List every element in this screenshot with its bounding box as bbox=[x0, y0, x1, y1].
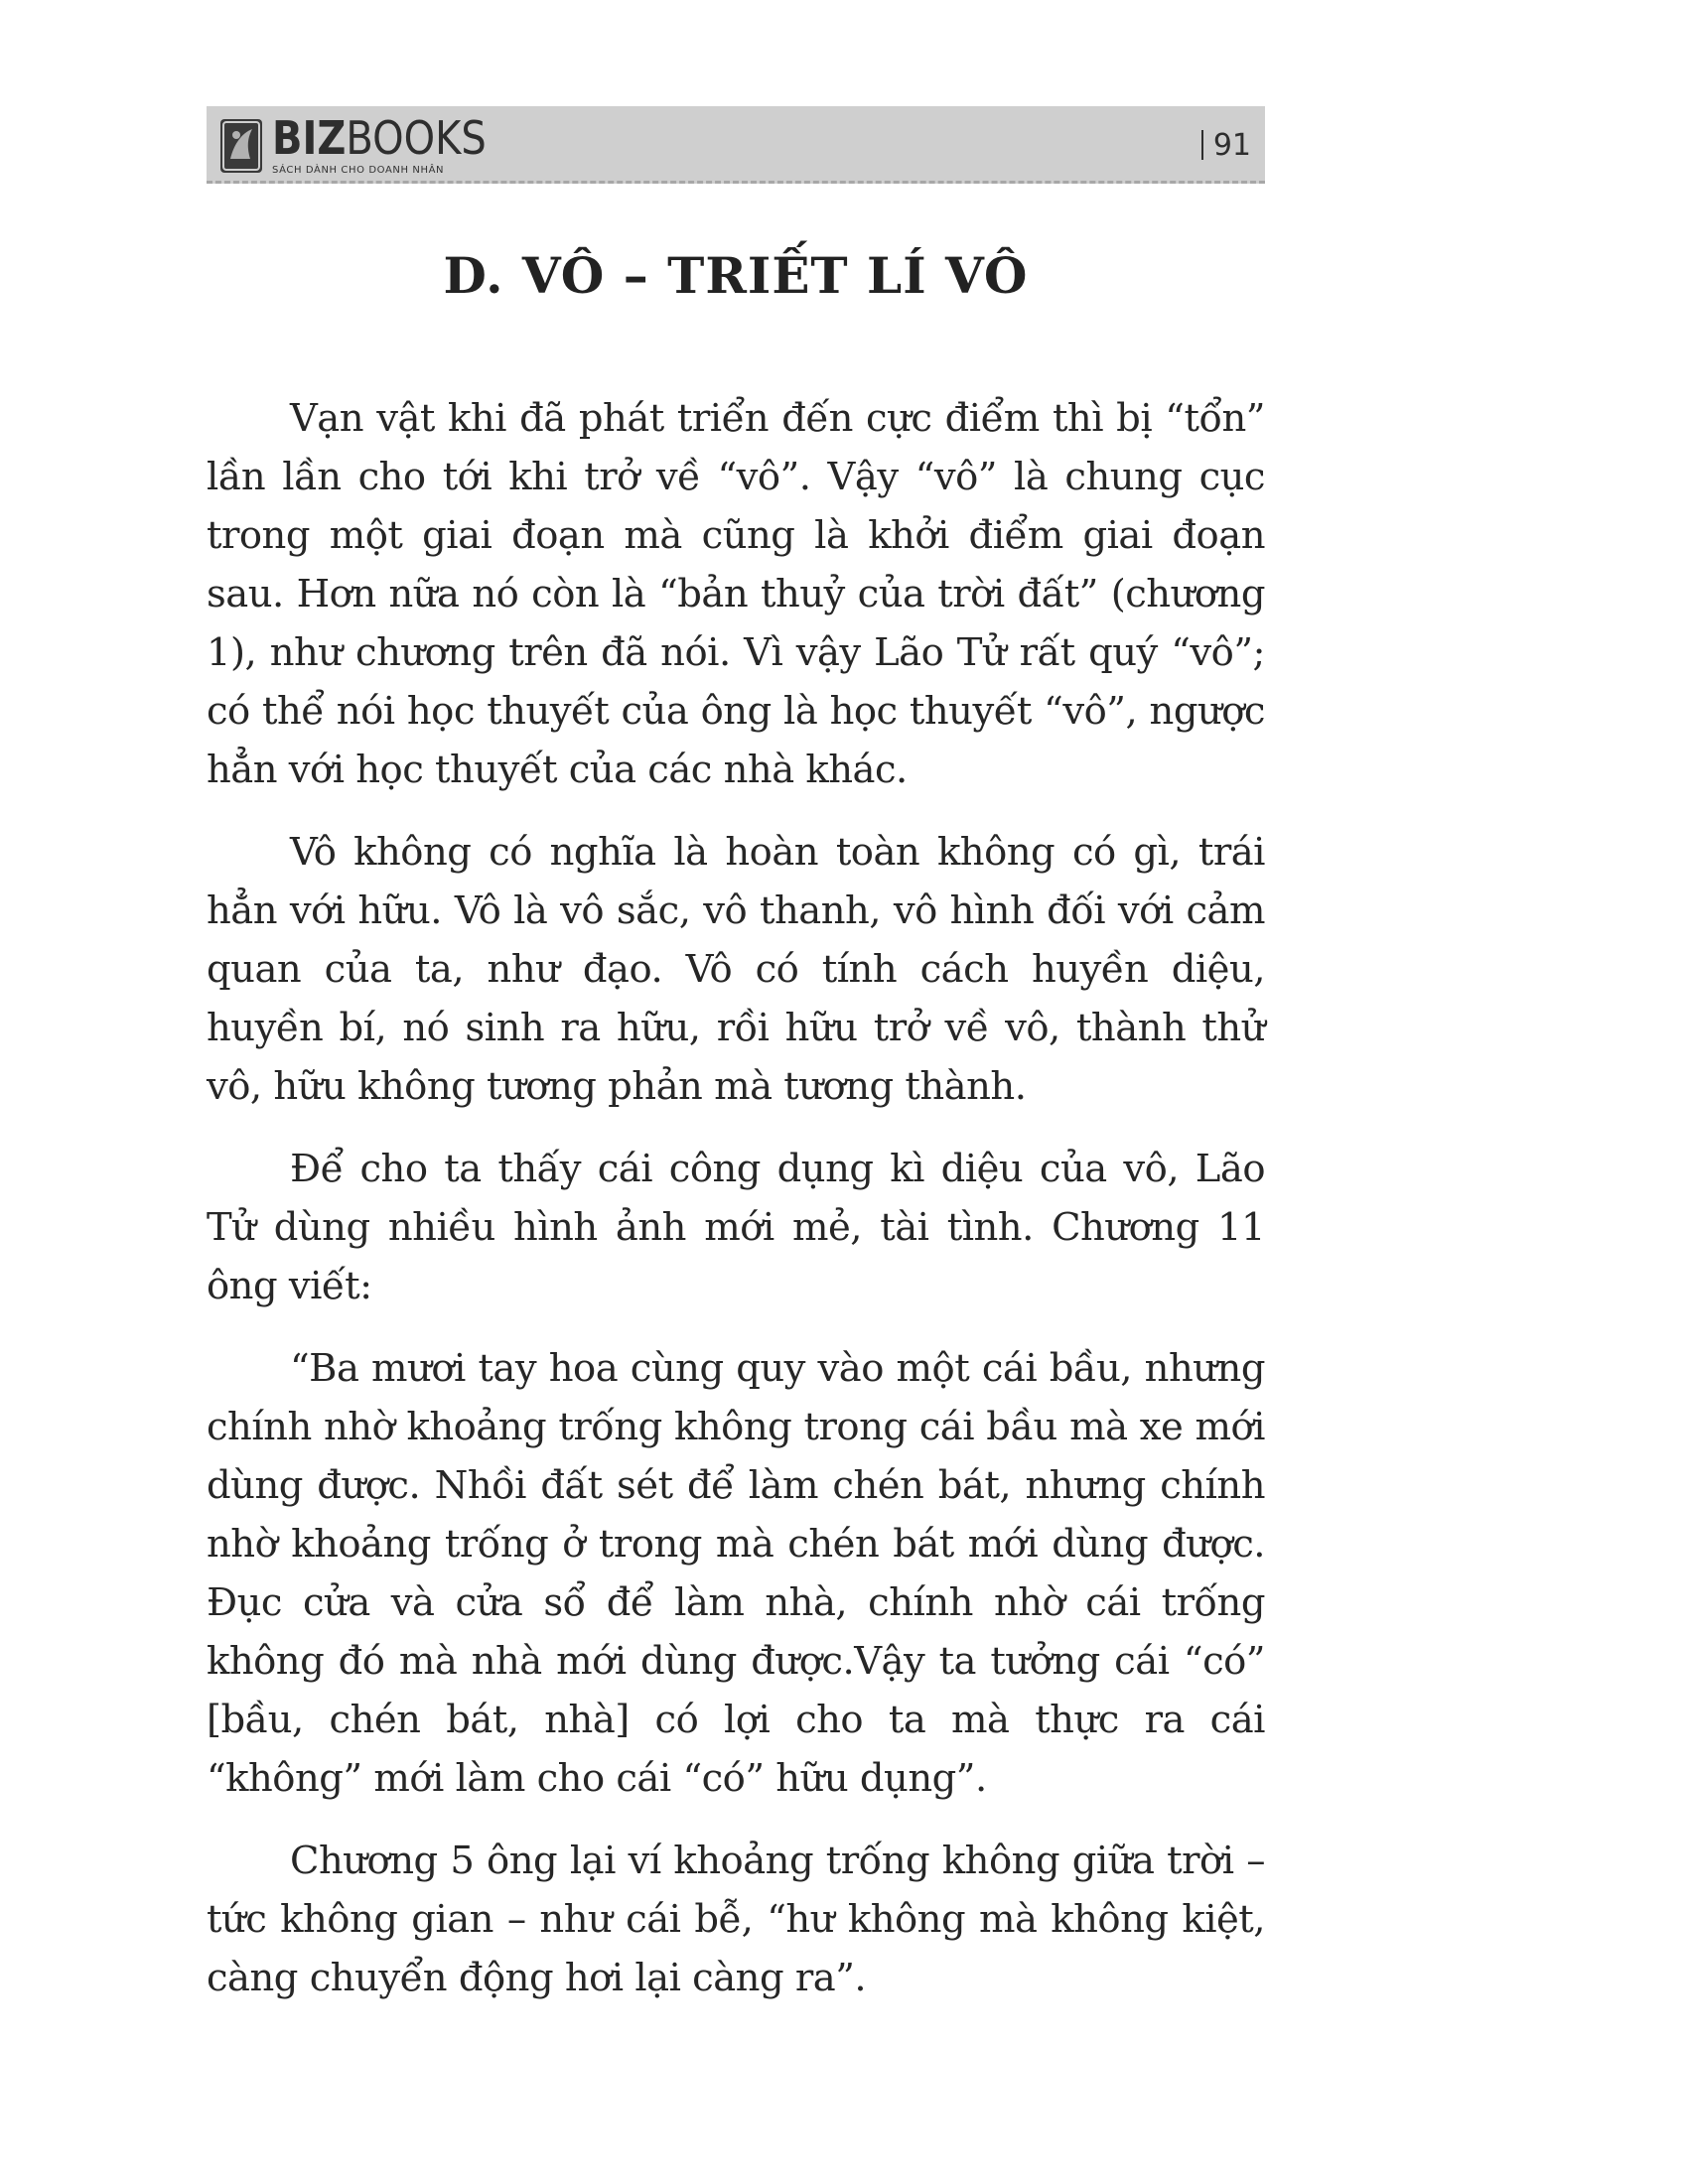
page-header bbox=[207, 106, 1265, 184]
page-number-value: 91 bbox=[1212, 128, 1251, 163]
brand-tagline: SÁCH DÀNH CHO DOANH NHÂN bbox=[272, 165, 445, 176]
paragraph: Vạn vật khi đã phát triển đến cực điểm thì bị “tổn” lần lần cho tới khi trở về “vô”. Vậy “vô” là chung cục trong một giai đoạn mà cũng là khởi điểm giai đoạn sau. Hơn nữa nó còn là “bản thuỷ của trời đất” (chương 1), như chương trên đã nói. Vì vậy Lão Tử rất quý “vô”; có thể nói học thuyết của ông là học thuyết “vô”, ngược hẳn với học thuyết của các nhà khác. bbox=[207, 396, 1265, 792]
section-title: D. VÔ – TRIẾT LÍ VÔ bbox=[443, 246, 1029, 305]
publisher-logo bbox=[220, 112, 487, 176]
page-number bbox=[1201, 128, 1251, 163]
brand-name bbox=[272, 112, 487, 166]
paragraph: Vô không có nghĩa là hoàn toàn không có gì, trái hẳn với hữu. Vô là vô sắc, vô thanh, vô hình đối với cảm quan của ta, như đạo. Vô có tính cách huyền diệu, huyền bí, nó sinh ra hữu, rồi hữu trở về vô, thành thử vô, hữu không tương phản mà tương thành. bbox=[207, 830, 1265, 1109]
page-number-divider bbox=[1201, 130, 1203, 160]
quote-paragraph: “Ba mươi tay hoa cùng quy vào một cái bầu, nhưng chính nhờ khoảng trống không trong cái bầu mà xe mới dùng được. Nhồi đất sét để làm chén bát, nhưng chính nhờ khoảng trống ở trong mà chén bát mới dùng được. Đục cửa và cửa sổ để làm nhà, chính nhờ cái trống không đó mà nhà mới dùng được.Vậy ta tưởng cái “có” [bầu, chén bát, nhà] có lợi cho ta mà thực ra cái “không” mới làm cho cái “có” hữu dụng”. bbox=[207, 1346, 1265, 1801]
brand-name-rest: BOOKS bbox=[346, 112, 487, 166]
brand-name-bold: BIZ bbox=[272, 112, 347, 166]
bizbooks-emblem-icon bbox=[220, 119, 262, 173]
body-text bbox=[207, 389, 1265, 2031]
paragraph: Chương 5 ông lại ví khoảng trống không giữa trời – tức không gian – như cái bễ, “hư không mà không kiệt, càng chuyển động hơi lại càng ra”. bbox=[207, 1839, 1265, 2000]
paragraph: Để cho ta thấy cái công dụng kì diệu của vô, Lão Tử dùng nhiều hình ảnh mới mẻ, tài tình. Chương 11 ông viết: bbox=[207, 1147, 1265, 1308]
